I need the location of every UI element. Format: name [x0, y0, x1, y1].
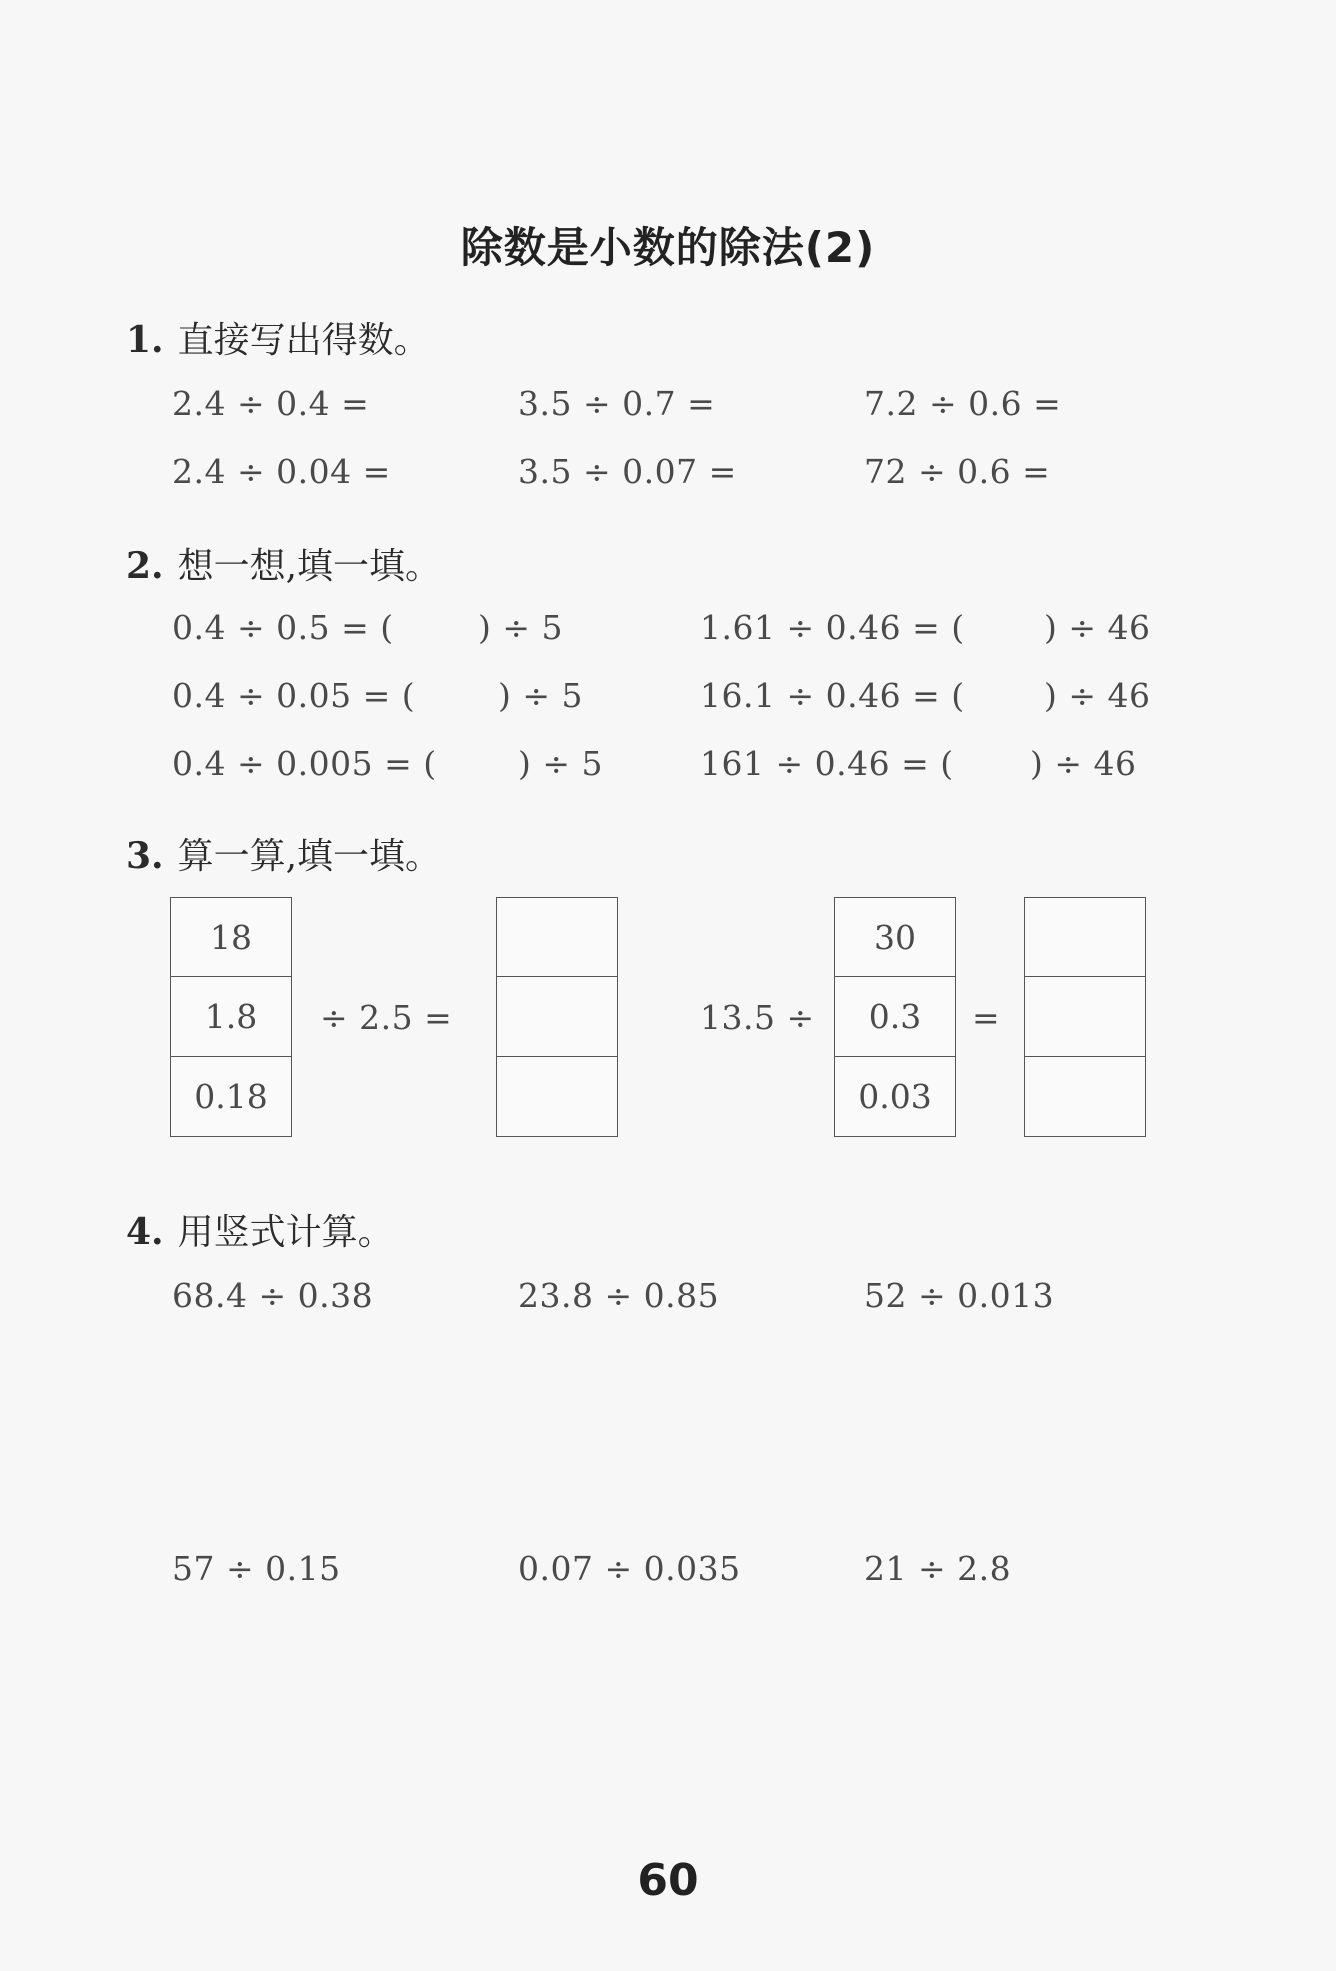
- question-2-number: 2.: [126, 545, 164, 587]
- q2-right-post: ) ÷ 46: [1030, 744, 1137, 783]
- page-title: 除数是小数的除法(2): [460, 223, 876, 272]
- q2-right-pre: 161 ÷ 0.46 = (: [700, 744, 954, 783]
- question-3-number: 3.: [126, 835, 164, 877]
- q2-left-post: ) ÷ 5: [498, 676, 583, 715]
- q1-expression: 3.5 ÷ 0.7 =: [518, 384, 716, 423]
- q3-dividend-column: [170, 897, 292, 1137]
- q4-problem: 0.07 ÷ 0.035: [518, 1549, 741, 1588]
- page-number: 60: [637, 1855, 699, 1906]
- question-3-heading: [126, 828, 441, 879]
- q3-right-equals: =: [972, 998, 1001, 1037]
- q2-right-post: ) ÷ 46: [1044, 608, 1151, 647]
- question-4-label: 用竖式计算。: [177, 1212, 394, 1253]
- q1-expression: 7.2 ÷ 0.6 =: [864, 384, 1062, 423]
- question-1-number: 1.: [126, 319, 164, 361]
- question-2-heading: [126, 538, 441, 589]
- question-4-number: 4.: [126, 1211, 164, 1253]
- question-4-heading: [126, 1204, 394, 1255]
- q2-right-pre: 16.1 ÷ 0.46 = (: [700, 676, 965, 715]
- q3-given-cell: 0.3: [834, 977, 956, 1057]
- q3-given-cell: 1.8: [170, 977, 292, 1057]
- q3-answer-box[interactable]: [1024, 977, 1146, 1057]
- q4-problem: 52 ÷ 0.013: [864, 1276, 1055, 1315]
- q1-expression: 2.4 ÷ 0.4 =: [172, 384, 370, 423]
- q2-right-pre: 1.61 ÷ 0.46 = (: [700, 608, 965, 647]
- q2-left-pre: 0.4 ÷ 0.05 = (: [172, 676, 416, 715]
- q3-answer-box[interactable]: [496, 977, 618, 1057]
- q3-answer-box[interactable]: [496, 897, 618, 977]
- question-1-label: 直接写出得数。: [177, 320, 430, 361]
- q3-answer-box[interactable]: [1024, 897, 1146, 977]
- question-2-label: 想一想,填一填。: [177, 546, 442, 587]
- q3-given-cell: 30: [834, 897, 956, 977]
- q1-expression: 3.5 ÷ 0.07 =: [518, 452, 737, 491]
- question-3-label: 算一算,填一填。: [177, 836, 442, 877]
- q3-left-answer-column: [496, 897, 618, 1137]
- q4-problem: 57 ÷ 0.15: [172, 1549, 341, 1588]
- q3-right-prefix: 13.5 ÷: [700, 998, 815, 1037]
- q3-answer-box[interactable]: [1024, 1057, 1146, 1137]
- q3-right-answer-column: [1024, 897, 1146, 1137]
- q3-given-cell: 0.03: [834, 1057, 956, 1137]
- q1-expression: 72 ÷ 0.6 =: [864, 452, 1051, 491]
- q3-given-cell: 18: [170, 897, 292, 977]
- q3-given-cell: 0.18: [170, 1057, 292, 1137]
- q3-left-operator: ÷ 2.5 =: [320, 998, 453, 1037]
- q2-left-pre: 0.4 ÷ 0.5 = (: [172, 608, 394, 647]
- q2-left-post: ) ÷ 5: [518, 744, 603, 783]
- q4-problem: 68.4 ÷ 0.38: [172, 1276, 374, 1315]
- question-1-heading: [126, 312, 430, 363]
- q2-left-pre: 0.4 ÷ 0.005 = (: [172, 744, 437, 783]
- q1-expression: 2.4 ÷ 0.04 =: [172, 452, 391, 491]
- q3-divisor-column: [834, 897, 956, 1137]
- q4-problem: 23.8 ÷ 0.85: [518, 1276, 720, 1315]
- q3-answer-box[interactable]: [496, 1057, 618, 1137]
- q4-problem: 21 ÷ 2.8: [864, 1549, 1012, 1588]
- q2-right-post: ) ÷ 46: [1044, 676, 1151, 715]
- q2-left-post: ) ÷ 5: [478, 608, 563, 647]
